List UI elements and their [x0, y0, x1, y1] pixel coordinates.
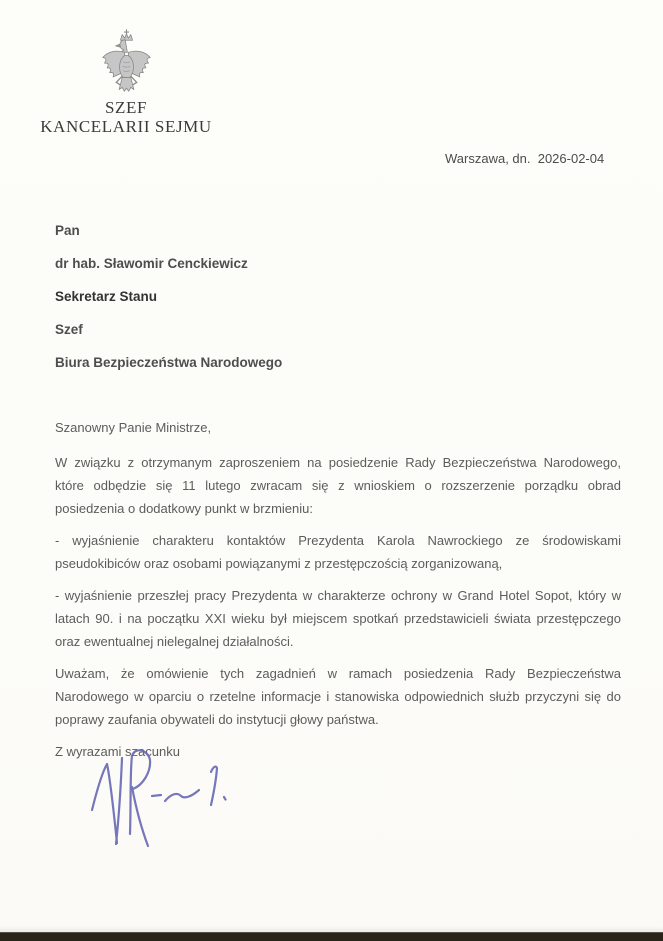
body-paragraph: - wyjaśnienie charakteru kontaktów Prezydenta Karola Nawrockiego ze środowiskami pseudokibiców oraz osobami powiązanymi z przestępczością zorganizowaną, — [55, 533, 621, 571]
handwritten-signature — [86, 746, 264, 860]
letterhead-office-title — [0, 98, 252, 136]
recipient-line: Szef — [55, 322, 83, 337]
recipient-line: dr hab. Sławomir Cenckiewicz — [55, 256, 248, 271]
closing-phrase: Z wyrazami szacunku — [55, 744, 180, 759]
body-paragraph: W związku z otrzymanym zaproszeniem na posiedzenie Rady Bezpieczeństwa Narodowego, które odbędzie się 11 lutego zwracam się z wnioskiem o rozszerzenie porządku obrad posiedzenia o dodatkowy punkt w brzmieniu: — [55, 455, 621, 516]
recipient-line: Biura Bezpieczeństwa Narodowego — [55, 355, 283, 370]
recipient-block — [55, 221, 282, 386]
scan-edge-artifact — [0, 932, 663, 941]
letter-body — [55, 416, 621, 772]
recipient-line: Sekretarz Stanu — [55, 289, 158, 304]
recipient-line: Pan — [55, 223, 80, 238]
letterhead-office-line1: SZEF — [104, 98, 148, 117]
dateline: Warszawa, dn. 2026-02-04 — [445, 151, 605, 166]
body-paragraph: - wyjaśnienie przeszłej pracy Prezydenta w charakterze ochrony w Grand Hotel Sopot, który w latach 90. i na początku XXI wieku był miejscem spotkań przedstawicieli świata przestępczego oraz ewentualnej nielegalnej działalności. — [55, 588, 621, 649]
letterhead-office-line2: KANCELARII SEJMU — [40, 117, 212, 136]
body-paragraph: Uważam, że omówienie tych zagadnień w ramach posiedzenia Rady Bezpieczeństwa Narodowego w oparciu o rzetelne informacje i stanowiska odpowiednich służb przyczyni się do poprawy zaufania obywateli do instytucji głowy państwa. — [55, 666, 621, 727]
polish-eagle-icon — [100, 29, 153, 93]
salutation: Szanowny Panie Ministrze, — [55, 420, 212, 435]
